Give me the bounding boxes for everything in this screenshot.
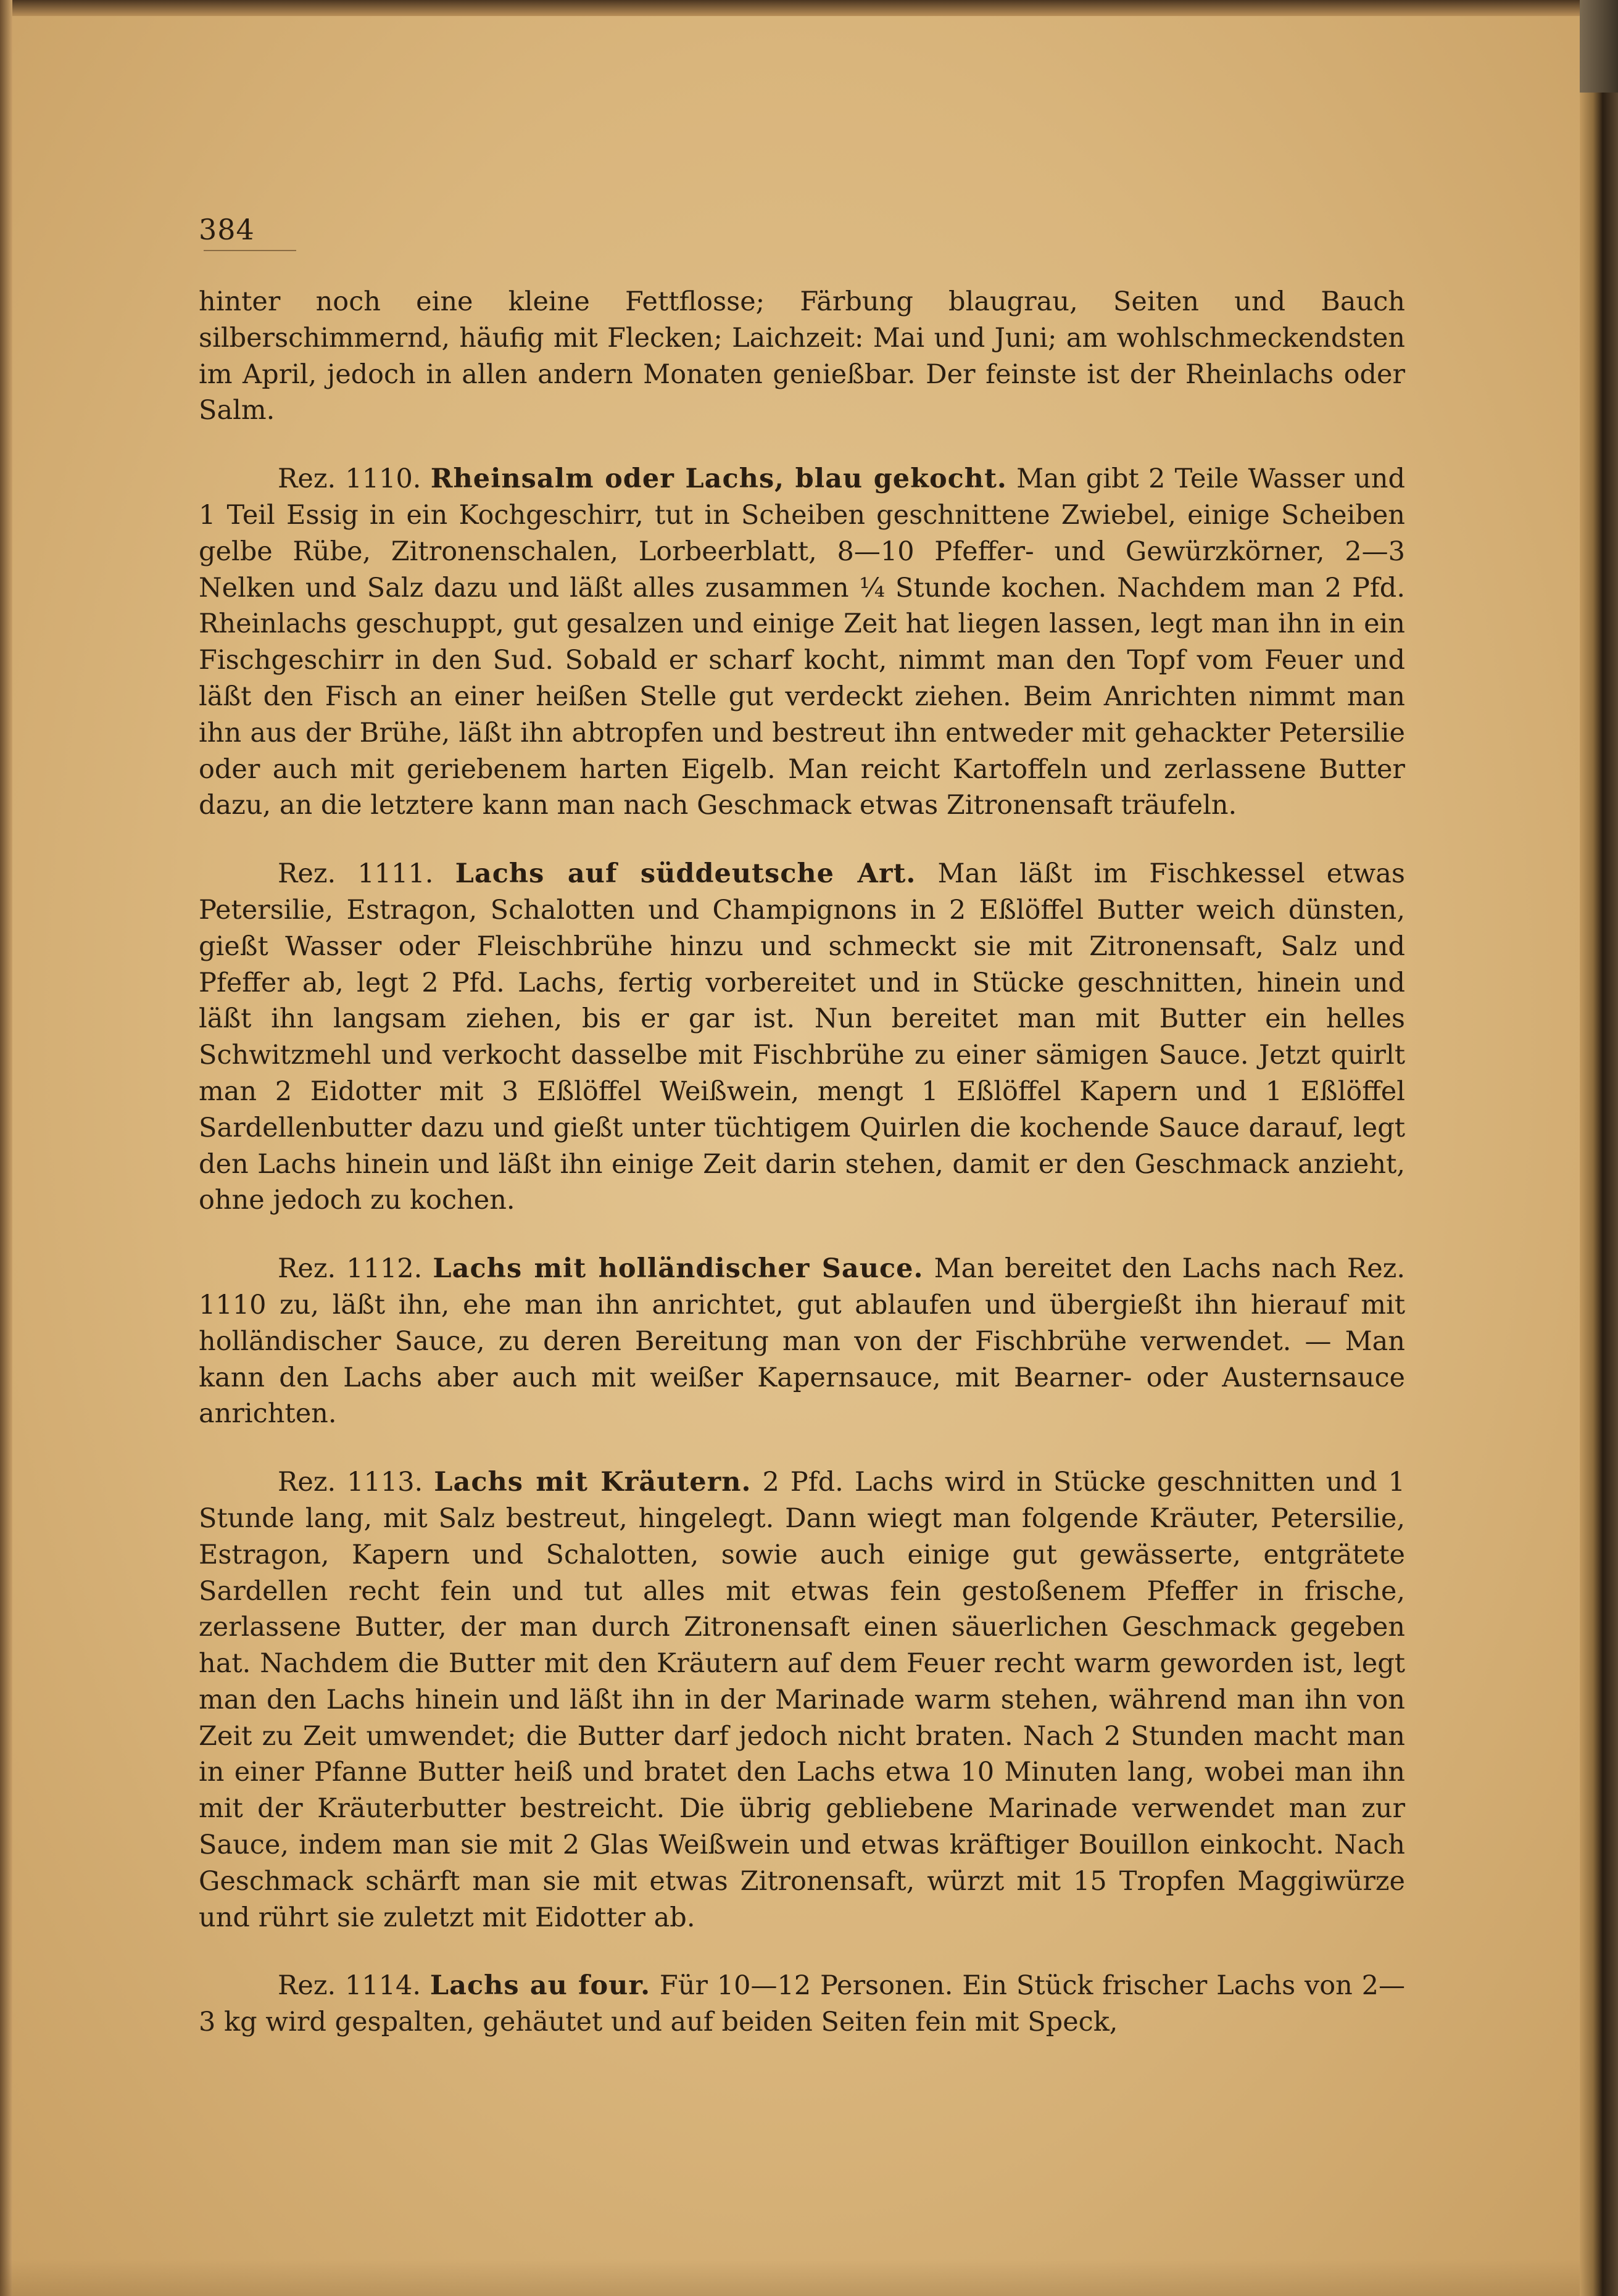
recipe-title: Lachs au four. [429, 1970, 651, 2002]
page-number: 384 [199, 213, 255, 246]
recipe-body: Man läßt im Fischkessel etwas Petersilie, Estragon, Schalotten und Champignons in 2 Eßlöffel Butter weich dünsten, gießt Wasser oder Fleischbrühe hinzu und schmeckt sie mit Zitronensaft, Salz und Pfeffer ab, legt 2 Pfd. Lachs, fertig vorbereitet und in Stücke geschnitten, hinein und läßt ihn langsam ziehen, bis er gar ist. Nun bereitet man mit Butter ein helles Schwitzmehl und verkocht dasselbe mit Fischbrühe zu einer sämigen Sauce. Jetzt quirlt man 2 Eidotter mit 3 Eßlöffel Weißwein, mengt 1 Eßlöffel Kapern und 1 Eßlöffel Sardellenbutter dazu und gießt unter tüchtigem Quirlen die kochende Sauce darauf, legt den Lachs hinein und läßt ihn einige Zeit darin stehen, damit er den Geschmack anzieht, ohne jedoch zu kochen. [199, 858, 1405, 1216]
recipe-1113 [199, 1464, 1405, 1936]
recipe-number: Rez. 1112. [278, 1253, 423, 1285]
page-left-edge [0, 0, 12, 2296]
page-top-edge [0, 0, 1580, 16]
recipe-1114 [199, 1968, 1405, 2041]
recipe-title: Lachs mit holländischer Sauce. [433, 1253, 924, 1285]
recipe-body: Man gibt 2 Teile Wasser und 1 Teil Essig in ein Kochgeschirr, tut in Scheiben geschnittene Zwiebel, einige Scheiben gelbe Rübe, Zitronenschalen, Lorbeerblatt, 8—10 Pfeffer- und Gewürzkörner, 2—3 Nelken und Salz dazu und läßt alles zusammen ¼ Stunde kochen. Nachdem man 2 Pfd. Rheinlachs geschuppt, gut gesalzen und einige Zeit hat liegen lassen, legt man ihn in ein Fischgeschirr in den Sud. Sobald er scharf kocht, nimmt man den Topf vom Feuer und läßt den Fisch an einer heißen Stelle gut verdeckt ziehen. Beim Anrichten nimmt man ihn aus der Brühe, läßt ihn abtropfen und bestreut ihn entweder mit gehackter Petersilie oder auch mit geriebenem harten Eigelb. Man reicht Kartoffeln und zerlassene Butter dazu, an die letztere kann man nach Geschmack etwas Zitronensaft träufeln. [199, 463, 1405, 821]
recipe-body: Für 10—12 Personen. Ein Stück frischer Lachs von 2—3 kg wird gespalten, gehäutet und auf beiden Seiten fein mit Speck, [199, 1970, 1406, 2038]
recipe-title: Lachs auf süddeutsche Art. [455, 858, 916, 890]
binding-band [1580, 0, 1618, 93]
recipe-number: Rez. 1110. [278, 463, 421, 495]
recipe-title: Lachs mit Kräutern. [434, 1467, 752, 1498]
text-block [199, 284, 1405, 2041]
recipe-1111 [199, 856, 1405, 1219]
recipe-number: Rez. 1111. [278, 858, 434, 890]
recipe-title: Rheinsalm oder Lachs, blau gekocht. [430, 463, 1007, 495]
recipe-1110 [199, 461, 1405, 824]
recipe-1112 [199, 1251, 1405, 1432]
recipe-number: Rez. 1114. [278, 1970, 421, 2002]
recipe-body: Man bereitet den Lachs nach Rez. 1110 zu, läßt ihn, ehe man ihn anrichtet, gut ablaufen und übergießt ihn hierauf mit holländischer Sauce, zu deren Bereitung man von der Fischbrühe verwendet. — Man kann den Lachs aber auch mit weißer Kapernsauce, mit Bearner- oder Austernsauce anrichten. [199, 1253, 1405, 1430]
page-number-rule [204, 250, 296, 251]
intro-paragraph: hinter noch eine kleine Fettflosse; Färbung blaugrau, Seiten und Bauch silberschimmernd, häufig mit Flecken; Laichzeit: Mai und Juni; am wohlschmeckendsten im April, jedoch in allen andern Monaten genießbar. Der feinste ist der Rheinlachs oder Salm. [199, 286, 1405, 426]
book-binding [1580, 0, 1618, 2296]
recipe-number: Rez. 1113. [278, 1467, 423, 1498]
page-bottom-shade [0, 2259, 1580, 2296]
recipe-body: 2 Pfd. Lachs wird in Stücke geschnitten und 1 Stunde lang, mit Salz bestreut, hingelegt. Dann wiegt man folgende Kräuter, Petersilie, Estragon, Kapern und Schalotten, sowie auch einige gut gewässerte, entgrätete Sardellen recht fein und tut alles mit etwas fein gestoßenem Pfeffer in frische, zerlassene Butter, der man durch Zitronensaft einen säuerlichen Geschmack gegeben hat. Nachdem die Butter mit den Kräutern auf dem Feuer recht warm geworden ist, legt man den Lachs hinein und läßt ihn in der Marinade warm stehen, während man ihn von Zeit zu Zeit umwendet; die Butter darf jedoch nicht braten. Nach 2 Stunden macht man in einer Pfanne Butter heiß und bratet den Lachs etwa 10 Minuten lang, wobei man ihn mit der Kräuterbutter bestreicht. Die übrig gebliebene Marinade verwendet man zur Sauce, indem man sie mit 2 Glas Weißwein und etwas kräftiger Bouillon einkocht. Nach Geschmack schärft man sie mit etwas Zitronensaft, würzt mit 15 Tropfen Maggiwürze und rührt sie zuletzt mit Eidotter ab. [199, 1467, 1406, 1933]
